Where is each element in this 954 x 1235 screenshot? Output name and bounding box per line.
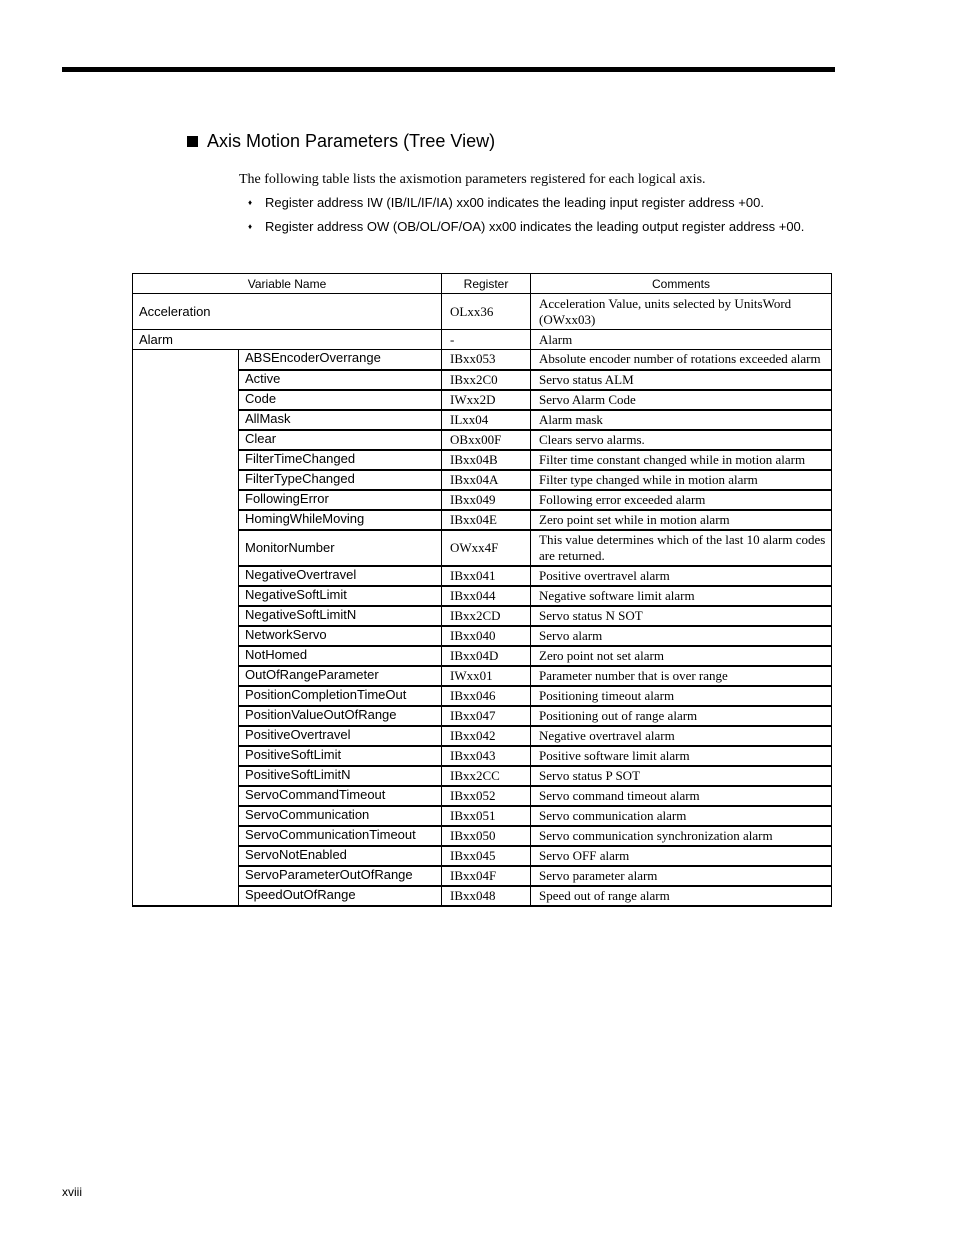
register-cell: IBxx2CC — [442, 766, 531, 786]
header-variable-name: Variable Name — [133, 274, 442, 294]
comment-cell: Parameter number that is over range — [531, 666, 832, 686]
register-cell: IWxx2D — [442, 390, 531, 410]
register-cell: IBxx053 — [442, 350, 531, 370]
comment-cell: Speed out of range alarm — [531, 886, 832, 906]
page-number: xviii — [62, 1185, 82, 1199]
top-rule — [62, 67, 835, 72]
comment-cell: Positioning timeout alarm — [531, 686, 832, 706]
register-cell: IBxx041 — [442, 566, 531, 586]
register-cell: IBxx048 — [442, 886, 531, 906]
register-cell: IBxx04F — [442, 866, 531, 886]
comment-cell: Servo command timeout alarm — [531, 786, 832, 806]
square-bullet-icon — [187, 136, 198, 147]
variable-name-cell: ServoParameterOutOfRange — [239, 866, 442, 886]
comment-cell: Zero point not set alarm — [531, 646, 832, 666]
variable-name-cell: PositionCompletionTimeOut — [239, 686, 442, 706]
variable-name-cell: SpeedOutOfRange — [239, 886, 442, 906]
variable-name-cell: PositiveSoftLimitN — [239, 766, 442, 786]
variable-name-cell: OutOfRangeParameter — [239, 666, 442, 686]
register-cell: IBxx04E — [442, 510, 531, 530]
variable-name-cell: ServoNotEnabled — [239, 846, 442, 866]
note-item — [248, 219, 804, 235]
register-cell: IBxx045 — [442, 846, 531, 866]
variable-name-cell: PositionValueOutOfRange — [239, 706, 442, 726]
comment-cell: Negative software limit alarm — [531, 586, 832, 606]
note-item — [248, 195, 764, 211]
register-cell: IBxx044 — [442, 586, 531, 606]
register-cell: IBxx2C0 — [442, 370, 531, 390]
variable-name-cell: NegativeSoftLimit — [239, 586, 442, 606]
register-cell: IBxx042 — [442, 726, 531, 746]
register-cell: IBxx051 — [442, 806, 531, 826]
register-cell: IBxx047 — [442, 706, 531, 726]
section-heading — [187, 131, 495, 152]
register-cell: OWxx4F — [442, 530, 531, 566]
variable-name-cell: MonitorNumber — [239, 530, 442, 566]
comment-cell: Servo alarm — [531, 626, 832, 646]
comment-cell: Clears servo alarms. — [531, 430, 832, 450]
table-row — [133, 350, 832, 370]
variable-name-cell: ABSEncoderOverrange — [239, 350, 442, 370]
note-text: Register address IW (IB/IL/IF/IA) xx00 indicates the leading input register address +00. — [265, 195, 764, 210]
comment-cell: Following error exceeded alarm — [531, 490, 832, 510]
alarm-group-indent-cell — [133, 350, 239, 906]
variable-name-cell: AllMask — [239, 410, 442, 430]
comment-cell: Alarm — [531, 330, 832, 350]
note-text: Register address OW (OB/OL/OF/OA) xx00 indicates the leading output register address +00. — [265, 219, 805, 234]
variable-name-cell: Clear — [239, 430, 442, 450]
comment-cell: Positive overtravel alarm — [531, 566, 832, 586]
comment-cell: Servo status ALM — [531, 370, 832, 390]
table-row — [133, 330, 832, 350]
variable-name-cell: Alarm — [133, 330, 442, 350]
variable-name-cell: PositiveSoftLimit — [239, 746, 442, 766]
register-cell: - — [442, 330, 531, 350]
register-cell: IBxx2CD — [442, 606, 531, 626]
register-cell: ILxx04 — [442, 410, 531, 430]
variable-name-cell: FilterTimeChanged — [239, 450, 442, 470]
variable-name-cell: Acceleration — [133, 294, 442, 330]
variable-name-cell: ServoCommunicationTimeout — [239, 826, 442, 846]
variable-name-cell: NetworkServo — [239, 626, 442, 646]
comment-cell: Negative overtravel alarm — [531, 726, 832, 746]
variable-name-cell: FilterTypeChanged — [239, 470, 442, 490]
register-cell: IWxx01 — [442, 666, 531, 686]
variable-name-cell: PositiveOvertravel — [239, 726, 442, 746]
variable-name-cell: NegativeSoftLimitN — [239, 606, 442, 626]
comment-cell: Servo status P SOT — [531, 766, 832, 786]
variable-name-cell: Active — [239, 370, 442, 390]
comment-cell: Filter type changed while in motion alarm — [531, 470, 832, 490]
variable-name-cell: NegativeOvertravel — [239, 566, 442, 586]
variable-name-cell: HomingWhileMoving — [239, 510, 442, 530]
comment-cell: Positioning out of range alarm — [531, 706, 832, 726]
comment-cell: Zero point set while in motion alarm — [531, 510, 832, 530]
register-cell: IBxx04B — [442, 450, 531, 470]
comment-cell: Servo status N SOT — [531, 606, 832, 626]
intro-text: The following table lists the axismotion parameters registered for each logical axis. — [239, 172, 706, 187]
register-cell: IBxx052 — [442, 786, 531, 806]
comment-cell: Acceleration Value, units selected by UnitsWord (OWxx03) — [531, 294, 832, 330]
register-cell: IBxx04D — [442, 646, 531, 666]
comment-cell: Filter time constant changed while in motion alarm — [531, 450, 832, 470]
diamond-bullet-icon: ♦ — [248, 198, 253, 207]
variable-name-cell: Code — [239, 390, 442, 410]
header-register: Register — [442, 274, 531, 294]
comment-cell: Servo OFF alarm — [531, 846, 832, 866]
variable-name-cell: ServoCommandTimeout — [239, 786, 442, 806]
section-title: Axis Motion Parameters (Tree View) — [207, 131, 496, 151]
register-cell: IBxx049 — [442, 490, 531, 510]
register-cell: OLxx36 — [442, 294, 531, 330]
comment-cell: Alarm mask — [531, 410, 832, 430]
comment-cell: This value determines which of the last 10 alarm codes are returned. — [531, 530, 832, 566]
diamond-bullet-icon: ♦ — [248, 222, 253, 231]
comment-cell: Servo parameter alarm — [531, 866, 832, 886]
comment-cell: Absolute encoder number of rotations exceeded alarm — [531, 350, 832, 370]
register-cell: OBxx00F — [442, 430, 531, 450]
comment-cell: Servo communication alarm — [531, 806, 832, 826]
register-cell: IBxx040 — [442, 626, 531, 646]
comment-cell: Servo Alarm Code — [531, 390, 832, 410]
comment-cell: Servo communication synchronization alarm — [531, 826, 832, 846]
register-cell: IBxx050 — [442, 826, 531, 846]
header-comments: Comments — [531, 274, 832, 294]
register-cell: IBxx04A — [442, 470, 531, 490]
register-cell: IBxx043 — [442, 746, 531, 766]
comment-cell: Positive software limit alarm — [531, 746, 832, 766]
parameters-table — [132, 273, 832, 907]
variable-name-cell: FollowingError — [239, 490, 442, 510]
register-cell: IBxx046 — [442, 686, 531, 706]
variable-name-cell: ServoCommunication — [239, 806, 442, 826]
variable-name-cell: NotHomed — [239, 646, 442, 666]
table-row — [133, 294, 832, 330]
table-header-row — [133, 274, 832, 294]
